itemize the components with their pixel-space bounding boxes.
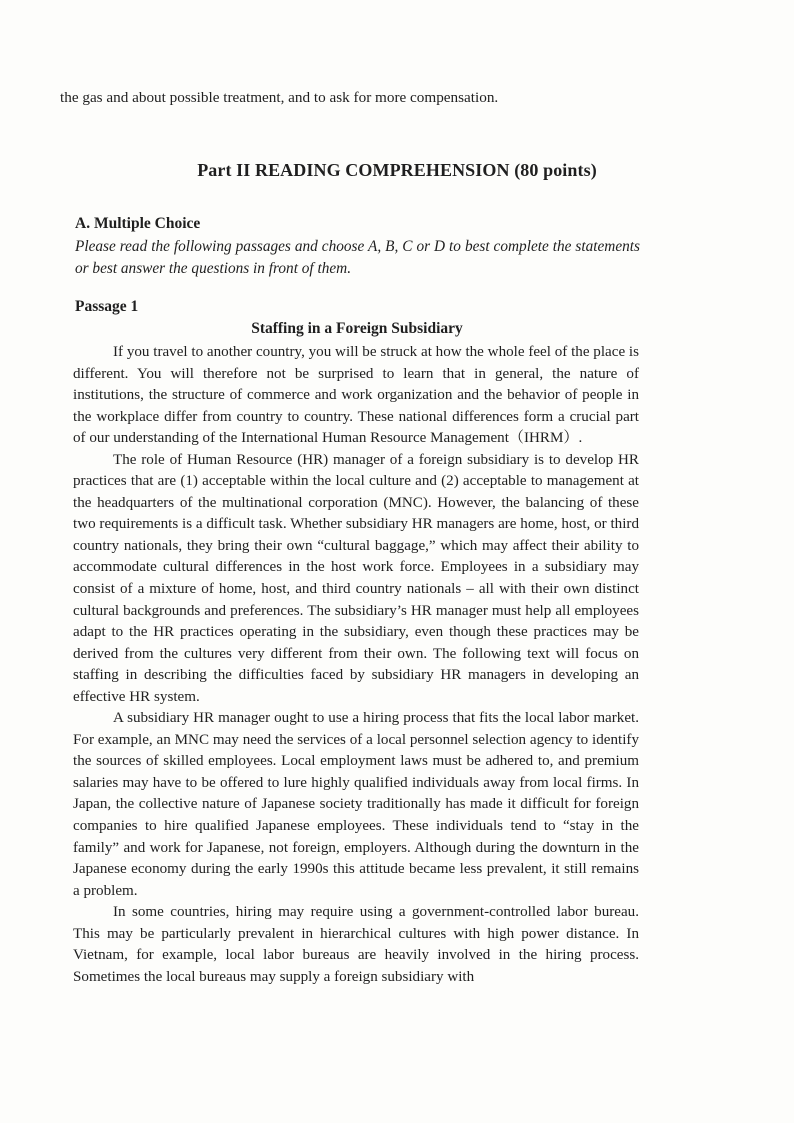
paragraph-4: In some countries, hiring may require using a government-controlled labor bureau. This may be particularly prevalent in hierarchical cultures with high power distance. In Vietnam, for example, local labor bureaus are heavily involved in the hiring process. Sometimes the local bureaus may supply a foreign subsidiary with	[73, 904, 639, 985]
paragraph-1: If you travel to another country, you will be struck at how the whole feel of the place is different. You will therefore not be surprised to learn that in general, the nature of institutions, the structure of commerce and work organization and the behavior of people in the workplace differ from country to country. These national differences form a crucial part of our understanding of the International Human Resource Management（IHRM）.	[73, 344, 639, 447]
part-title: Part II READING COMPREHENSION (80 points)	[197, 160, 597, 180]
paragraph-2: The role of Human Resource (HR) manager of a foreign subsidiary is to develop HR practices that are (1) acceptable within the local culture and (2) acceptable to management at the headquarters of the multinational corporation (MNC). However, the balancing of these two requirements is a difficult task. Whether subsidiary HR managers are home, host, or third country nationals, they bring their own “cultural baggage,” which may affect their ability to accommodate cultural differences in the host work force. Employees in a subsidiary may consist of a mixture of home, host, and third country nationals – all with their own distinct cultural backgrounds and preferences. The subsidiary’s HR manager must help all employees adapt to the HR practices operating in the subsidiary, even though these practices may be derived from the cultures very different from their own. The following text will focus on staffing in describing the difficulties faced by subsidiary HR managers in developing an effective HR system.	[73, 451, 639, 705]
paragraph-3: A subsidiary HR manager ought to use a hiring process that fits the local labor market. For example, an MNC may need the services of a local personnel selection agency to identify the sources of skilled employees. Local employment laws must be adhered to, and premium salaries may have to be offered to lure highly qualified individuals away from local firms. In Japan, the collective nature of Japanese society traditionally has made it difficult for foreign companies to hire qualified Japanese employees. These individuals tend to “stay in the family” and work for Japanese, not foreign, employers. Although during the downturn in the Japanese economy during the early 1990s this attitude became less prevalent, it still remains a problem.	[73, 710, 639, 899]
continued-text-line: the gas and about possible treatment, and to ask for more compensation.	[60, 89, 499, 106]
passage-body	[73, 342, 639, 988]
instructions: Please read the following passages and choose A, B, C or D to best complete the statements or best answer the questions in front of them.	[75, 238, 640, 277]
passage-label: Passage 1	[75, 298, 139, 315]
passage-title: Staffing in a Foreign Subsidiary	[251, 320, 463, 337]
section-title: A. Multiple Choice	[75, 215, 201, 232]
